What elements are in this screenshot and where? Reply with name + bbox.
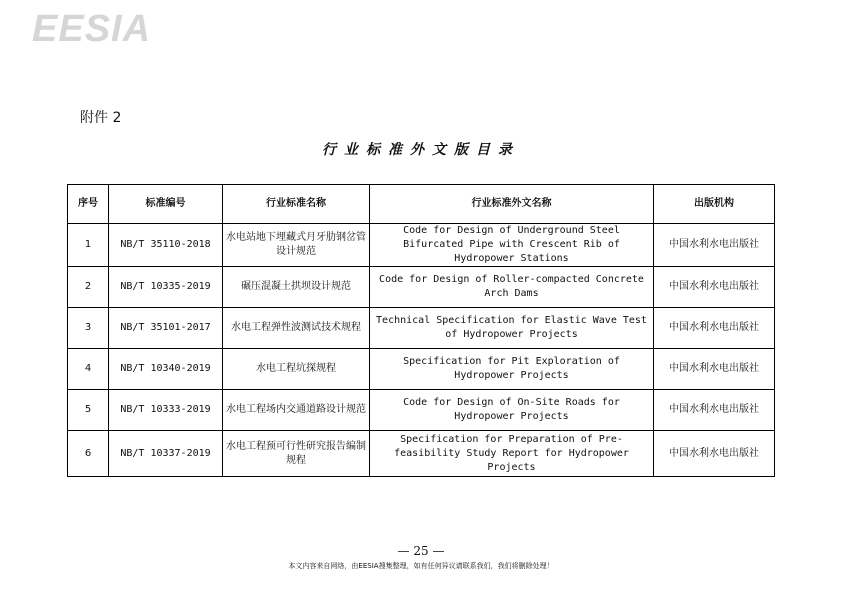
cell-foreign-name: Technical Specification for Elastic Wave Test of Hydropower Projects <box>370 308 654 349</box>
cell-foreign-name: Code for Design of Underground Steel Bifurcated Pipe with Crescent Rib of Hydropower Stations <box>370 224 654 267</box>
table-row <box>68 308 775 349</box>
cell-foreign-name: Code for Design of On-Site Roads for Hydropower Projects <box>370 390 654 431</box>
page-number: — 25 — <box>397 544 445 558</box>
cell-publisher: 中国水利水电出版社 <box>654 308 775 349</box>
cell-serial-number: 2 <box>68 267 109 308</box>
standards-table <box>67 184 775 477</box>
cell-standard-name: 水电工程坑探规程 <box>223 349 370 390</box>
cell-standard-code: NB/T 10333-2019 <box>109 390 223 431</box>
cell-publisher: 中国水利水电出版社 <box>654 267 775 308</box>
header-publisher: 出版机构 <box>654 185 775 224</box>
cell-standard-code: NB/T 35101-2017 <box>109 308 223 349</box>
table-row <box>68 431 775 477</box>
cell-standard-code: NB/T 10337-2019 <box>109 431 223 477</box>
cell-serial-number: 3 <box>68 308 109 349</box>
header-serial-number: 序号 <box>68 185 109 224</box>
header-foreign-name: 行业标准外文名称 <box>370 185 654 224</box>
table-row <box>68 390 775 431</box>
cell-serial-number: 1 <box>68 224 109 267</box>
cell-publisher: 中国水利水电出版社 <box>654 224 775 267</box>
document-title: 行业标准外文版目录 <box>322 142 520 158</box>
cell-standard-name: 水电站地下埋藏式月牙肋钢岔管设计规范 <box>223 224 370 267</box>
cell-foreign-name: Code for Design of Roller-compacted Concrete Arch Dams <box>370 267 654 308</box>
cell-publisher: 中国水利水电出版社 <box>654 431 775 477</box>
cell-serial-number: 4 <box>68 349 109 390</box>
annex-label: 附件 2 <box>80 110 122 126</box>
cell-standard-code: NB/T 35110-2018 <box>109 224 223 267</box>
cell-foreign-name: Specification for Preparation of Pre-feasibility Study Report for Hydropower Projects <box>370 431 654 477</box>
cell-standard-name: 水电工程预可行性研究报告编制规程 <box>223 431 370 477</box>
table-row <box>68 349 775 390</box>
cell-publisher: 中国水利水电出版社 <box>654 349 775 390</box>
table-row <box>68 224 775 267</box>
cell-standard-code: NB/T 10340-2019 <box>109 349 223 390</box>
footer-disclaimer: 本文内容来自网络，由EESIA搜集整理，如有任何异议请联系我们，我们将删除处理！ <box>288 562 554 570</box>
header-standard-name: 行业标准名称 <box>223 185 370 224</box>
cell-publisher: 中国水利水电出版社 <box>654 390 775 431</box>
cell-standard-code: NB/T 10335-2019 <box>109 267 223 308</box>
table-row <box>68 267 775 308</box>
cell-standard-name: 碾压混凝土拱坝设计规范 <box>223 267 370 308</box>
table-header-row <box>68 185 775 224</box>
eesia-logo: EESIA <box>32 8 152 50</box>
cell-serial-number: 6 <box>68 431 109 477</box>
header-standard-code: 标准编号 <box>109 185 223 224</box>
cell-foreign-name: Specification for Pit Exploration of Hydropower Projects <box>370 349 654 390</box>
cell-standard-name: 水电工程弹性波测试技术规程 <box>223 308 370 349</box>
cell-serial-number: 5 <box>68 390 109 431</box>
cell-standard-name: 水电工程场内交通道路设计规范 <box>223 390 370 431</box>
